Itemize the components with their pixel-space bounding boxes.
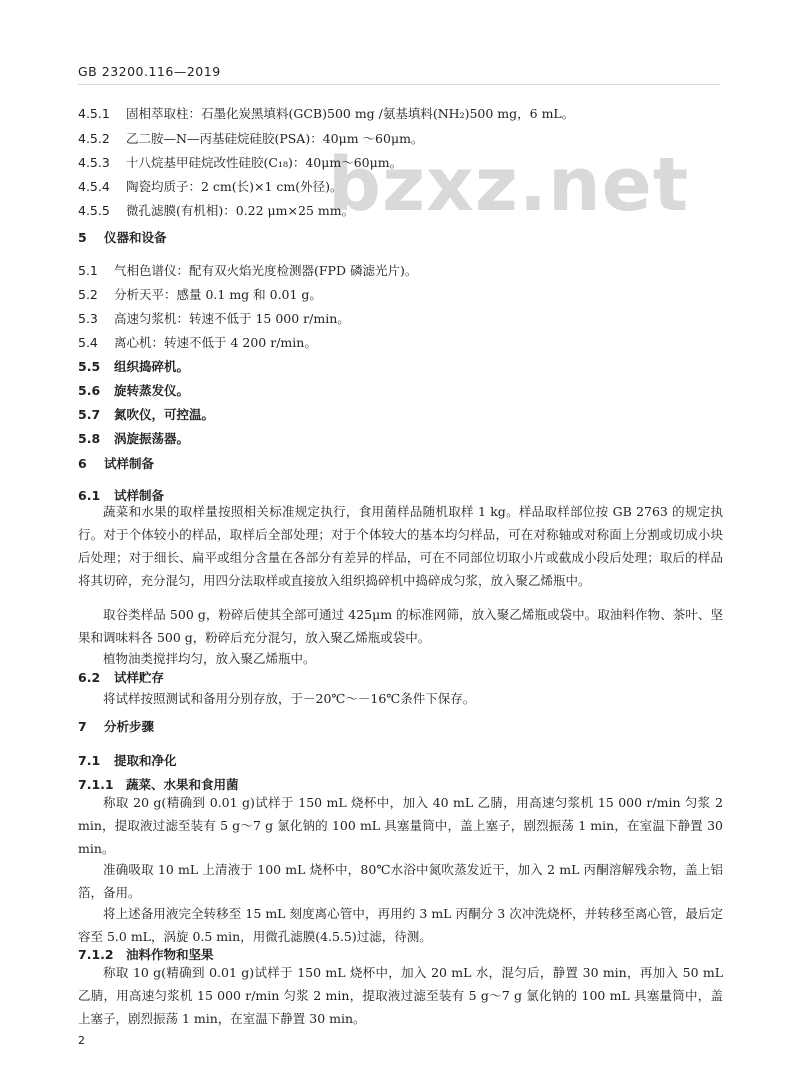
page-number: 2	[78, 1034, 85, 1047]
item-5-3: 5.3 高速匀浆机：转速不低于 15 000 r/min。	[78, 311, 350, 326]
header-divider	[78, 84, 720, 85]
paragraph-6-1-b: 取谷类样品 500 g，粉碎后使其全部可通过 425μm 的标准网筛，放入聚乙烯瓶或袋中。取油料作物、茶叶、坚果和调味料各 500 g，粉碎后充分混匀，放入聚乙烯瓶或袋中。	[78, 607, 723, 645]
item-5-4: 5.4 离心机：转速不低于 4 200 r/min。	[78, 335, 317, 350]
item-4-5-4: 4.5.4 陶瓷均质子：2 cm(长)×1 cm(外径)。	[78, 179, 343, 194]
section-7-1-heading: 7.1 提取和净化	[78, 753, 177, 768]
section-7-1-1-heading: 7.1.1 蔬菜、水果和食用菌	[78, 777, 239, 792]
standard-header: GB 23200.116—2019	[78, 64, 221, 79]
section-6-heading: 6 试样制备	[78, 456, 155, 471]
watermark: bzxz.net	[328, 142, 690, 228]
paragraph-7-1-1-b: 准确吸取 10 mL 上清液于 100 mL 烧杯中，80℃水浴中氮吹蒸发近干，加入 2 mL 丙酮溶解残余物，盖上铝箔，备用。	[78, 862, 723, 900]
paragraph-7-1-1-c: 将上述备用液完全转移至 15 mL 刻度离心管中，再用约 3 mL 丙酮分 3 次冲洗烧杯，并转移至离心管，最后定容至 5.0 mL，涡旋 0.5 min，用微孔滤膜(4.5.5)过滤，待测。	[78, 906, 723, 944]
item-4-5-2: 4.5.2 乙二胺—N—丙基硅烷硅胶(PSA)：40μm ～60μm。	[78, 131, 424, 146]
section-6-1-heading: 6.1 试样制备	[78, 488, 165, 503]
item-4-5-1: 4.5.1 固相萃取柱：石墨化炭黑填料(GCB)500 mg /氨基填料(NH₂)500 mg，6 mL。	[78, 106, 575, 121]
paragraph-6-1-c: 植物油类搅拌均匀，放入聚乙烯瓶中。	[103, 651, 316, 666]
section-5-heading: 5 仪器和设备	[78, 230, 167, 245]
item-5-1: 5.1 气相色谱仪：配有双火焰光度检测器(FPD 磷滤光片)。	[78, 263, 418, 278]
section-7-1-2-heading: 7.1.2 油料作物和坚果	[78, 947, 214, 962]
item-4-5-5: 4.5.5 微孔滤膜(有机相)：0.22 μm×25 mm。	[78, 203, 355, 218]
item-5-5: 5.5 组织捣碎机。	[78, 359, 190, 374]
item-4-5-3: 4.5.3 十八烷基甲硅烷改性硅胶(C₁₈)：40μm～60μm。	[78, 155, 403, 170]
section-6-2-heading: 6.2 试样贮存	[78, 670, 165, 685]
section-7-heading: 7 分析步骤	[78, 719, 155, 734]
paragraph-7-1-1-a: 称取 20 g(精确到 0.01 g)试样于 150 mL 烧杯中，加入 40 mL 乙腈，用高速匀浆机 15 000 r/min 匀浆 2 min，提取液过滤至装有 5 g～7 g 氯化钠的 100 mL 具塞量筒中，盖上塞子，剧烈振荡 1 min，在室温下静置 30 min。	[78, 795, 723, 856]
item-5-2: 5.2 分析天平：感量 0.1 mg 和 0.01 g。	[78, 287, 322, 302]
paragraph-7-1-2: 称取 10 g(精确到 0.01 g)试样于 150 mL 烧杯中，加入 20 mL 水，混匀后，静置 30 min，再加入 50 mL 乙腈，用高速匀浆机 15 000 r/min 匀浆 2 min，提取液过滤至装有 5 g～7 g 氯化钠的 100 mL 具塞量筒中，盖上塞子，剧烈振荡 1 min，在室温下静置 30 min。	[78, 965, 723, 1026]
item-5-7: 5.7 氮吹仪，可控温。	[78, 407, 215, 422]
paragraph-6-1-a: 蔬菜和水果的取样量按照相关标准规定执行，食用菌样品随机取样 1 kg。样品取样部位按 GB 2763 的规定执行。对于个体较小的样品，取样后全部处理；对于个体较大的基本均匀样品，可在对称轴或对称面上分割或切成小块后处理；对于细长、扁平或组分含量在各部分有差异的样品，可在不同部位切取小片或截成小段后处理；取后的样品将其切碎，充分混匀，用四分法取样或直接放入组织捣碎机中捣碎成匀浆，放入聚乙烯瓶中。	[78, 504, 723, 588]
item-5-8: 5.8 涡旋振荡器。	[78, 431, 190, 446]
paragraph-6-2: 将试样按照测试和备用分别存放，于－20℃～－16℃条件下保存。	[103, 691, 476, 706]
item-5-6: 5.6 旋转蒸发仪。	[78, 383, 190, 398]
